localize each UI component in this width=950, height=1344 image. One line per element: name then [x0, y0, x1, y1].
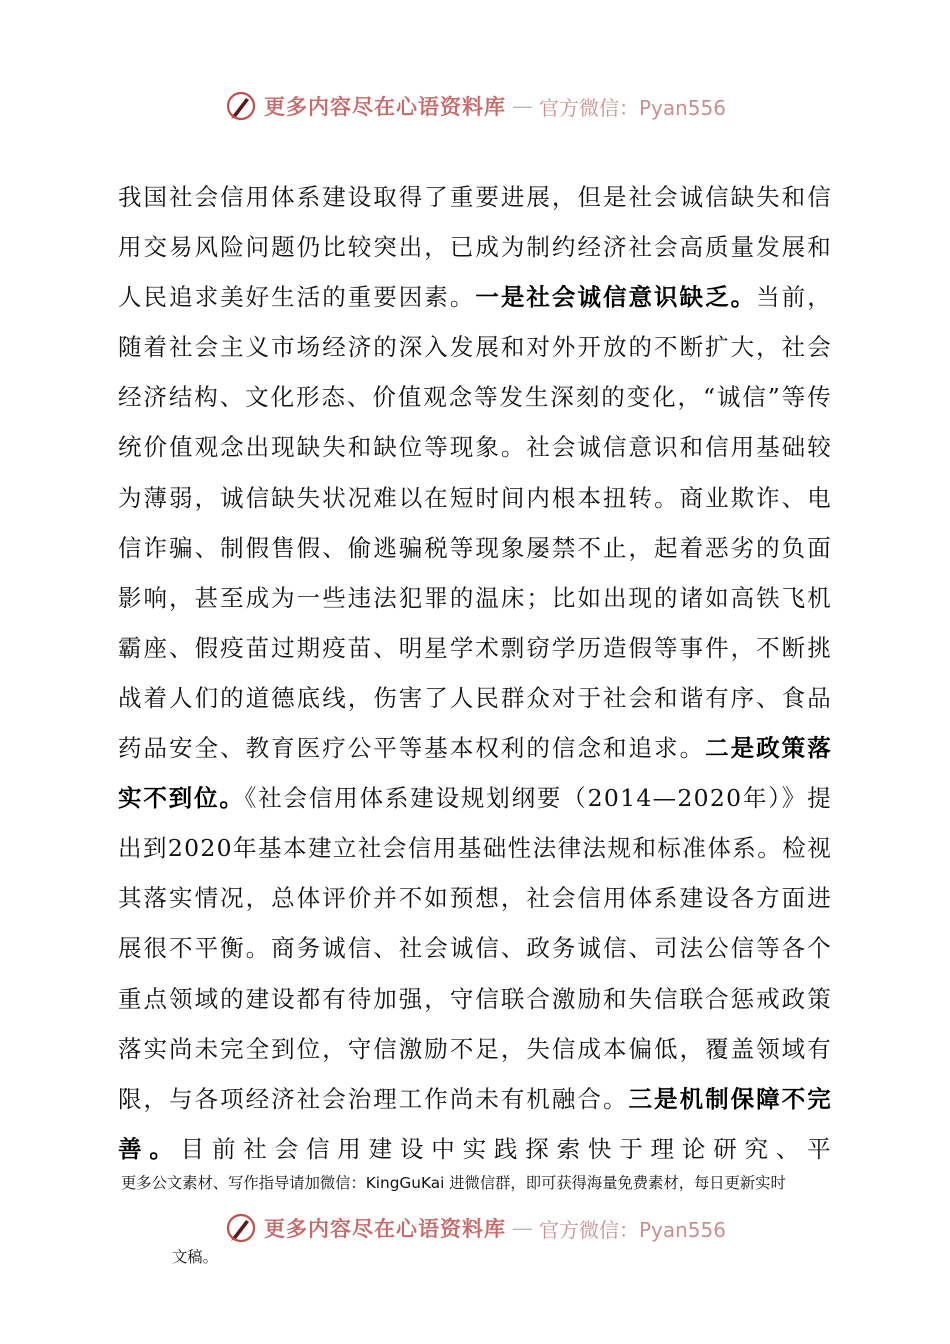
header-watermark [0, 86, 950, 126]
pen-logo-icon [224, 89, 258, 123]
watermark-brand: 更多内容尽在心语资料库 [263, 94, 506, 119]
body-text-4: 目前社会信用建设中实践探索快于理论研究、平 [180, 1134, 832, 1163]
body-text-2: 当前，随着社会主义市场经济的深入发展和对外开放的不断扩大，社会经济结构、文化形态、价值观念等发生深刻的变化，“诚信”等传统价值观念出现缺失和缺位等现象。社会诚信意识和信用基础较为薄弱，诚信缺失状况难以在短时间内根本扭转。商业欺诈、电信诈骗、制假售假、偷逃骗税等现象屡禁不止，起着恶劣的负面影响，甚至成为一些违法犯罪的温床；比如出现的诸如高铁飞机霸座、假疫苗过期疫苗、明星学术剽窃学历造假等事件，不断挑战着人们的道德底线，伤害了人民群众对于社会和谐有序、食品药品安全、教育医疗公平等基本权利的信念和追求。 [118, 283, 832, 763]
heading-point-2: 二是政策落实不到位。 [118, 734, 832, 813]
heading-point-3: 三是机制保障不完善。 [118, 1084, 832, 1163]
footer-watermark [0, 1208, 950, 1248]
watermark-separator: — [511, 1216, 533, 1240]
watermark-brand: 更多内容尽在心语资料库 [263, 1216, 506, 1241]
footer-note-line2: 文稿。 [172, 1248, 218, 1266]
pen-logo-icon [224, 1211, 258, 1245]
body-text-3: 《社会信用体系建设规划纲要（2014—2020年）》提出到2020年基本建立社会信用基础性法律法规和标准体系。检视其落实情况，总体评价并不如预想，社会信用体系建设各方面进展很不平衡。商务诚信、社会诚信、政务诚信、司法公信等各个重点领域的建设都有待加强，守信联合激励和失信联合惩戒政策落实尚未完全到位，守信激励不足，失信成本偏低，覆盖领域有限，与各项经济社会治理工作尚未有机融合。 [118, 784, 832, 1113]
watermark-separator: — [511, 94, 533, 118]
body-paragraph [118, 172, 832, 1174]
heading-point-1: 一是社会诚信意识缺乏。 [475, 283, 757, 312]
watermark-contact: 官方微信：Pyan556 [538, 1217, 726, 1242]
watermark-contact: 官方微信：Pyan556 [538, 95, 726, 120]
body-text-1: 我国社会信用体系建设取得了重要进展，但是社会诚信缺失和信用交易风险问题仍比较突出，已成为制约经济社会高质量发展和人民追求美好生活的重要因素。 [118, 183, 832, 312]
footer-note-line1: 更多公文素材、写作指导请加微信：KingGuKai 进微信群，即可获得海量免费素材，每日更新实时 [121, 1174, 786, 1192]
